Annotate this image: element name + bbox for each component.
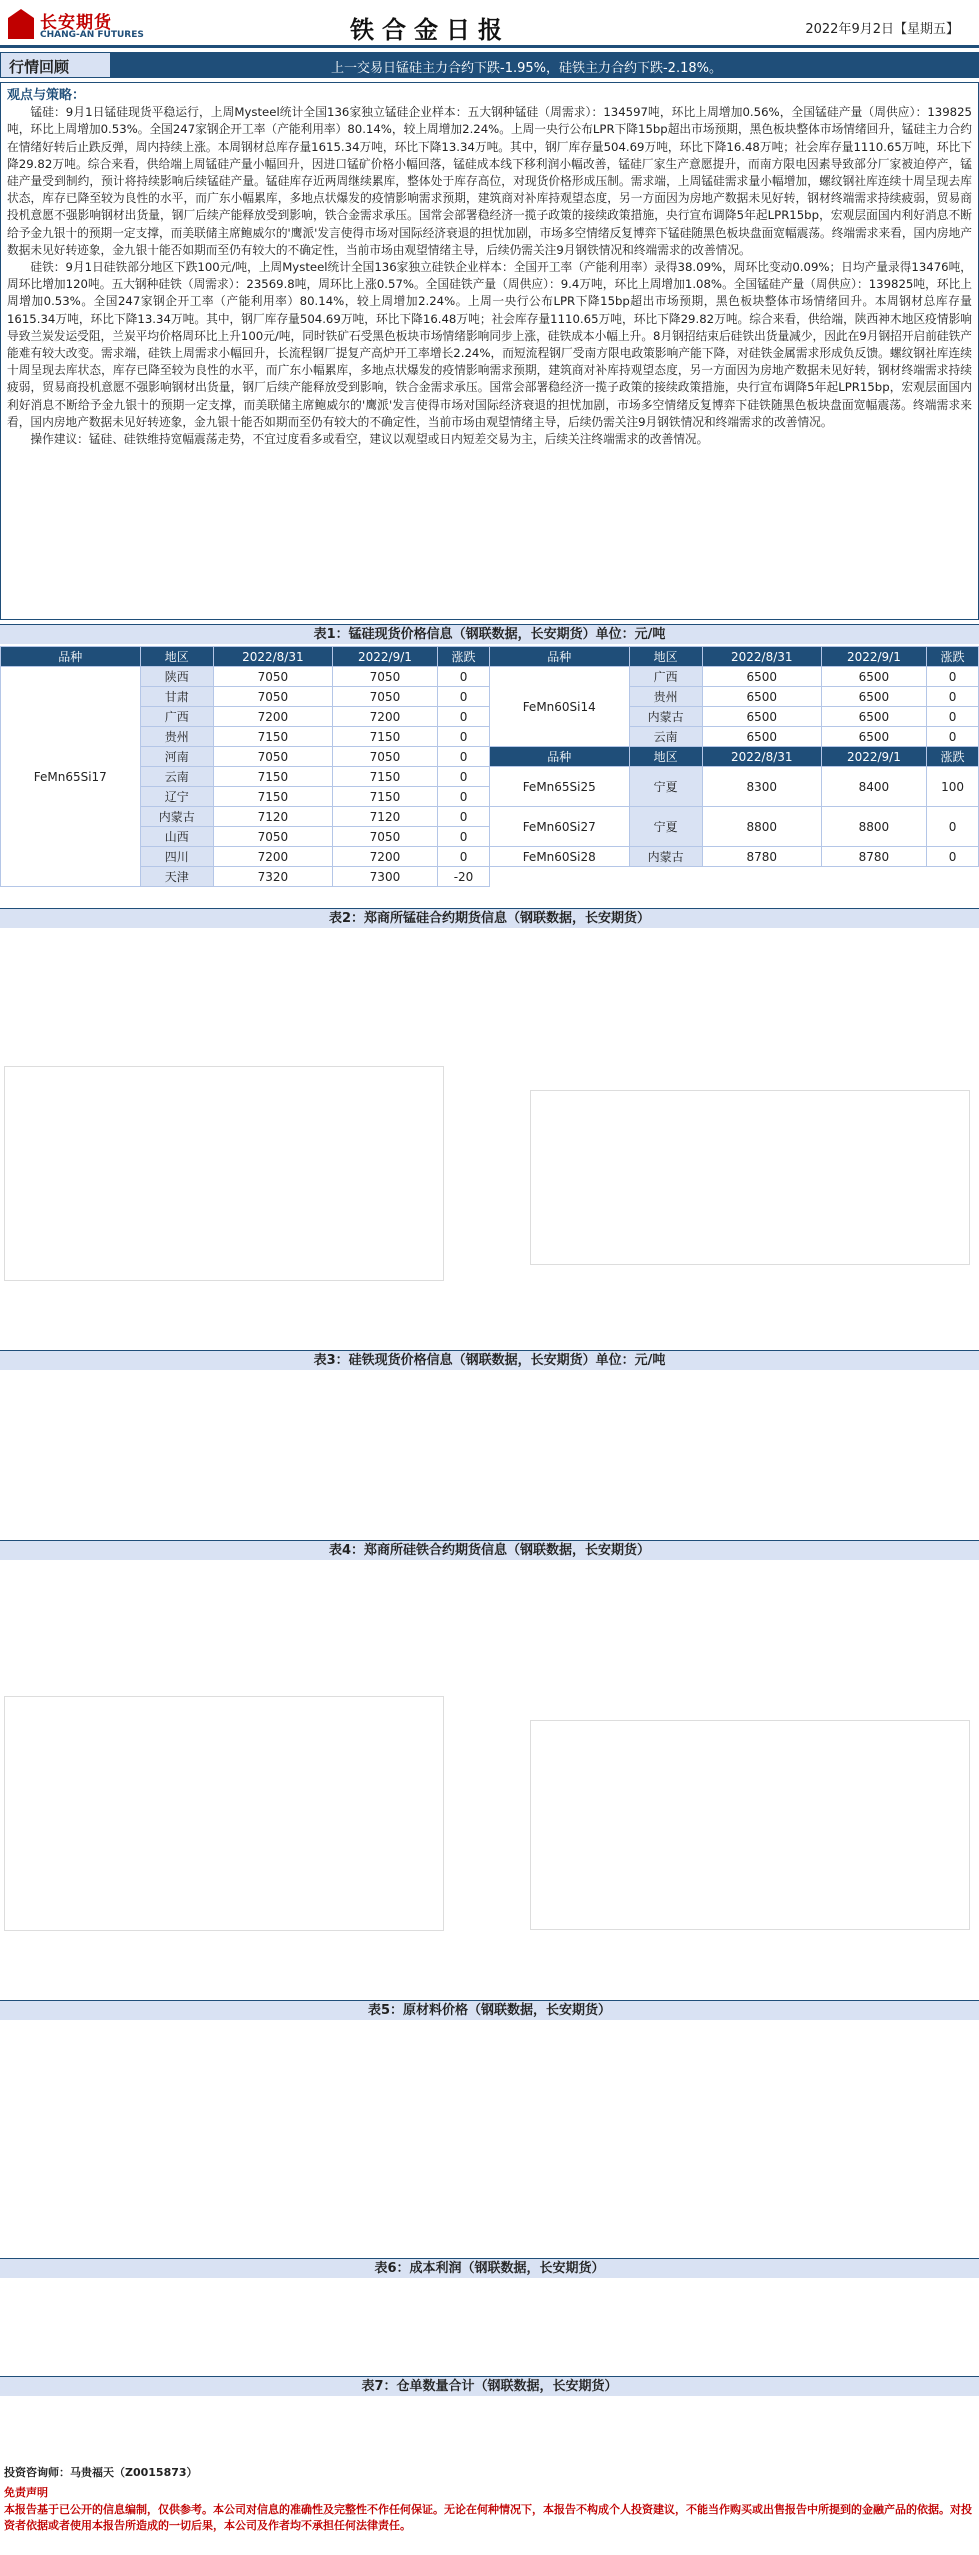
table-cell: 8780 (821, 847, 926, 867)
table-row (1, 807, 979, 827)
table-cell: 0 (438, 847, 490, 867)
column-header: 涨跌 (927, 647, 979, 667)
consultant: 投资咨询师：马贵福天（Z0015873） (4, 2466, 198, 2479)
table-cell: 7120 (332, 807, 437, 827)
table-cell: 0 (438, 787, 490, 807)
table-cell: 6500 (821, 707, 926, 727)
column-header: 2022/9/1 (821, 747, 926, 767)
column-header: 涨跌 (927, 747, 979, 767)
table-cell: 7050 (332, 687, 437, 707)
table-cell: 7050 (332, 747, 437, 767)
table-cell: 7200 (332, 707, 437, 727)
table-cell: 6500 (702, 687, 821, 707)
table-cell: 贵州 (140, 727, 213, 747)
table-cell: 0 (927, 847, 979, 867)
table-cell: 0 (438, 687, 490, 707)
table-row (1, 847, 979, 867)
table-cell: 内蒙古 (629, 847, 702, 867)
table-cell: 内蒙古 (629, 707, 702, 727)
table-cell: 广西 (629, 667, 702, 687)
report-title: 铁合金日报 (350, 16, 510, 44)
table-row (1, 867, 979, 887)
table-cell: 0 (438, 827, 490, 847)
table-cell: 7050 (332, 667, 437, 687)
table-cell: 宁夏 (629, 807, 702, 847)
table-cell: 0 (927, 667, 979, 687)
table-cell: 6500 (821, 667, 926, 687)
table-cell: 7320 (213, 867, 332, 887)
table-cell: 7150 (332, 767, 437, 787)
table-cell: 云南 (140, 767, 213, 787)
table-row (1, 767, 979, 787)
table-cell: 100 (927, 767, 979, 807)
table-cell: 0 (927, 727, 979, 747)
mnsi-spot-table (0, 646, 979, 887)
table-cell: 内蒙古 (140, 807, 213, 827)
table-cell: 广西 (140, 707, 213, 727)
trade-advice: 操作建议：锰硅、硅铁维持宽幅震荡走势，不宜过度看多或看空，建议以观望或日内短差交易为主，后续关注终端需求的改善情况。 (30, 432, 709, 447)
disclaimer-title: 免责声明 (4, 2486, 48, 2499)
company-logo (8, 5, 168, 45)
fesi-analysis: 硅铁：9月1日硅铁部分地区下跌100元/吨，上周Mysteel统计全国136家独立硅铁企业样本：全国开工率（产能利用率）录得38.09%，周环比变动0.09%；日均产量录得13476吨，周环比增加120吨。五大钢种硅铁（周需求）：23569.8吨，周环比上涨0.57%。全国硅铁产量（周供应）：9.4万吨，环比上周增加1.08%。全国锰硅产量（周供应）：139825吨，环比上周增加0.53%。全国247家钢企开工率（产能利用率）80.14%，较上周增加2.24%。上周一央行公布LPR下降15bp超出市场预期，黑色板块整体市场情绪回升。本周钢材总库存量1615.34万吨，环比下降13.34万吨。其中，钢厂库存量504.69万吨，环比下降16.48万吨；社会库存量1110.65万吨，环比下降29.82万吨。综合来看，供给端，陕西神木地区疫情影响导致兰炭发运受阻，兰炭平均价格周环比上升100元/吨，同时铁矿石受黑色板块市场情绪影响同步上涨，硅铁成本小幅上升。8月钢招结束后硅铁出货量减少，因此在9月钢招开启前硅铁产能难有较大改变。需求端，硅铁上周需求小幅回升，长流程钢厂提复产高炉开工率增长2.24%，而短流程钢厂受南方限电政策影响产能下降，对硅铁金属需求形成负反馈。螺纹钢社库连续十周呈现去库状态，库存已降至较为良性的水平，而广东小幅累库，多地点状爆发的疫情影响需求预期，建筑商对补库持观望态度，另一方面因为房地产数据未见好转，钢材终端需求持续疲弱，贸易商投机意愿不强影响钢材出货量，钢厂后续产能释放受到影响，铁合金需求承压。国常会部署稳经济一揽子政策的接续政策措施，央行宣布调降5年起LPR15bp，宏观层面国内利好消息不断给予金九银十的预期一定支撑，而美联储主席鲍威尔的'鹰派'发言使得市场对国际经济衰退的担忧加剧，市场多空情绪反复博弈下硅铁随黑色板块盘面宽幅震荡。终端需求来看，国内房地产数据未见好转迹象，金九银十能否如期而至仍有较大的不确定性，当前市场由观望情绪主导，后续仍需关注9月钢铁情况和终端需求的改善情况。 (7, 260, 972, 429)
column-header: 涨跌 (438, 647, 490, 667)
column-header: 2022/9/1 (821, 647, 926, 667)
table-cell: 7150 (332, 727, 437, 747)
table-cell: 6500 (702, 667, 821, 687)
table-cell: 7200 (213, 707, 332, 727)
table-cell: 陕西 (140, 667, 213, 687)
table-cell: 四川 (140, 847, 213, 867)
table-cell: 8800 (821, 807, 926, 847)
column-header: 2022/8/31 (702, 747, 821, 767)
table-cell: 7150 (213, 787, 332, 807)
table-cell: 7150 (332, 787, 437, 807)
column-header: 2022/8/31 (213, 647, 332, 667)
recap-label: 行情回顾 (1, 53, 111, 77)
table-cell: 6500 (702, 727, 821, 747)
table1-caption: 表1：锰硅现货价格信息（钢联数据，长安期货）单位：元/吨 (0, 624, 979, 644)
report-date: 2022年9月2日【星期五】 (805, 22, 959, 37)
table-cell: 7150 (213, 767, 332, 787)
table7-caption: 表7：仓单数量合计（钢联数据，长安期货） (0, 2376, 979, 2396)
table-cell: 0 (438, 727, 490, 747)
table-cell: 0 (438, 807, 490, 827)
table-cell: 宁夏 (629, 767, 702, 807)
table-cell: 7050 (213, 827, 332, 847)
viewpoint-heading: 观点与策略： (7, 88, 86, 103)
table3-caption: 表3：硅铁现货价格信息（钢联数据，长安期货）单位：元/吨 (0, 1350, 979, 1370)
table-cell: 河南 (140, 747, 213, 767)
table-cell: 7200 (332, 847, 437, 867)
product-name: FeMn60Si28 (489, 847, 629, 867)
table-cell: 8300 (702, 767, 821, 807)
fesi-basis-chart (4, 1696, 444, 1931)
table-cell: 7120 (213, 807, 332, 827)
disclaimer-text: 本报告基于已公开的信息编制，仅供参考。本公司对信息的准确性及完整性不作任何保证。无论在何种情况下，本报告不构成个人投资建议，不能当作购买或出售报告中所提到的金融产品的依据。对投资者依据或者使用本报告所造成的一切后果，本公司及作者均不承担任何法律责任。 (4, 2503, 972, 2532)
mnsi-basis-chart (4, 1066, 444, 1281)
table-cell: 山西 (140, 827, 213, 847)
table-cell: 天津 (140, 867, 213, 887)
table-cell: 贵州 (629, 687, 702, 707)
table-cell: 7050 (213, 667, 332, 687)
table-cell: 0 (927, 687, 979, 707)
table-row (1, 647, 979, 667)
table-cell: 6500 (821, 687, 926, 707)
table2-caption: 表2：郑商所锰硅合约期货信息（钢联数据，长安期货） (0, 908, 979, 928)
table-cell: 8780 (702, 847, 821, 867)
table-cell: 7300 (332, 867, 437, 887)
product-name: FeMn65Si25 (489, 767, 629, 807)
table-cell: 0 (438, 767, 490, 787)
table-cell: 0 (438, 667, 490, 687)
column-header: 品种 (1, 647, 141, 667)
table-cell: 0 (438, 707, 490, 727)
footer (0, 2462, 979, 2534)
table-cell: 0 (927, 807, 979, 847)
table-cell: 0 (438, 747, 490, 767)
table-cell: 辽宁 (140, 787, 213, 807)
mnsi-spread-chart (530, 1090, 970, 1265)
table-cell: 6500 (702, 707, 821, 727)
table-cell: -20 (438, 867, 490, 887)
table-cell: 7200 (213, 847, 332, 867)
mnsi-analysis: 锰硅：9月1日锰硅现货平稳运行，上周Mysteel统计全国136家独立锰硅企业样本：五大钢种锰硅（周需求）：134597吨，环比上周增加0.56%，全国锰硅产量（周供应）：139825吨，环比上周增加0.53%。全国247家钢企开工率（产能利用率）80.14%，较上周增加2.24%。上周一央行公布LPR下降15bp超出市场预期，黑色板块整体市场情绪回升，锰硅主力合约在情绪好转后止跌反弹，周内持续上涨。本周钢材总库存量1615.34万吨，环比下降13.34万吨。其中，钢厂库存量504.69万吨，环比下降16.48万吨；社会库存量1110.65万吨，环比下降29.82万吨。综合来看，供给端上周锰硅产量小幅回升，因进口锰矿价格小幅回落，锰硅成本线下移利润小幅改善，锰硅厂家生产意愿提升，而南方限电因素导致部分厂家被迫停产，锰硅产量受到制约，预计将持续影响后续锰硅产量。锰硅库存近两周继续累库，整体处于库存高位，对现货价格形成压制。需求端，上周锰硅需求量小幅增加，螺纹钢社库连续十周呈现去库状态，库存已降至较为良性的水平，而广东小幅累库，多地点状爆发的疫情影响需求预期，建筑商对补库持观望态度，另一方面因为房地产数据未见好转，钢材终端需求持续疲弱，贸易商投机意愿不强影响钢材出货量，钢厂后续产能释放受到影响，铁合金需求承压。国常会部署稳经济一揽子政策的接续政策措施，央行宣布调降5年起LPR15bp，宏观层面国内利好消息不断给予金九银十的预期一定支撑，而美联储主席鲍威尔的'鹰派'发言使得市场对国际经济衰退的担忧加剧，市场多空情绪反复博弈下锰硅随黑色板块盘面宽幅震荡。终端需求来看，国内房地产数据未见好转迹象，金九银十能否如期而至仍有较大的不确定性，当前市场由观望情绪主导，后续仍需关注9月钢铁情况和终端需求的改善情况。 (7, 105, 972, 257)
brand-cn: 长安期货 (40, 13, 112, 33)
column-header: 品种 (489, 647, 629, 667)
viewpoint-section (0, 82, 979, 620)
column-header: 2022/9/1 (332, 647, 437, 667)
column-header: 地区 (629, 647, 702, 667)
recap-text: 上一交易日锰硅主力合约下跌-1.95%，硅铁主力合约下跌-2.18%。 (111, 53, 978, 77)
table-cell: 7050 (332, 827, 437, 847)
table-row (1, 747, 979, 767)
table-cell: 7050 (213, 687, 332, 707)
table-cell: 6500 (821, 727, 926, 747)
table-cell: 7050 (213, 747, 332, 767)
table5-caption: 表5：原材料价格（钢联数据，长安期货） (0, 2000, 979, 2020)
table-cell: 8400 (821, 767, 926, 807)
table-cell: 云南 (629, 727, 702, 747)
market-recap (0, 52, 979, 78)
column-header: 2022/8/31 (702, 647, 821, 667)
product-name: FeMn60Si14 (489, 667, 629, 747)
table-cell: 7150 (213, 727, 332, 747)
table-cell: 甘肃 (140, 687, 213, 707)
table4-caption: 表4：郑商所硅铁合约期货信息（钢联数据，长安期货） (0, 1540, 979, 1560)
column-header: 品种 (489, 747, 629, 767)
table6-caption: 表6：成本利润（钢联数据，长安期货） (0, 2258, 979, 2278)
table-cell: 8800 (702, 807, 821, 847)
column-header: 地区 (140, 647, 213, 667)
table-row (1, 667, 979, 687)
table-cell: 0 (927, 707, 979, 727)
logo-icon (8, 9, 34, 39)
column-header: 地区 (629, 747, 702, 767)
report-header (0, 0, 979, 48)
brand-en: CHANG-AN FUTURES (40, 30, 144, 40)
product-name: FeMn60Si27 (489, 807, 629, 847)
fesi-spread-chart (530, 1720, 970, 1930)
product-name: FeMn65Si17 (1, 667, 141, 887)
